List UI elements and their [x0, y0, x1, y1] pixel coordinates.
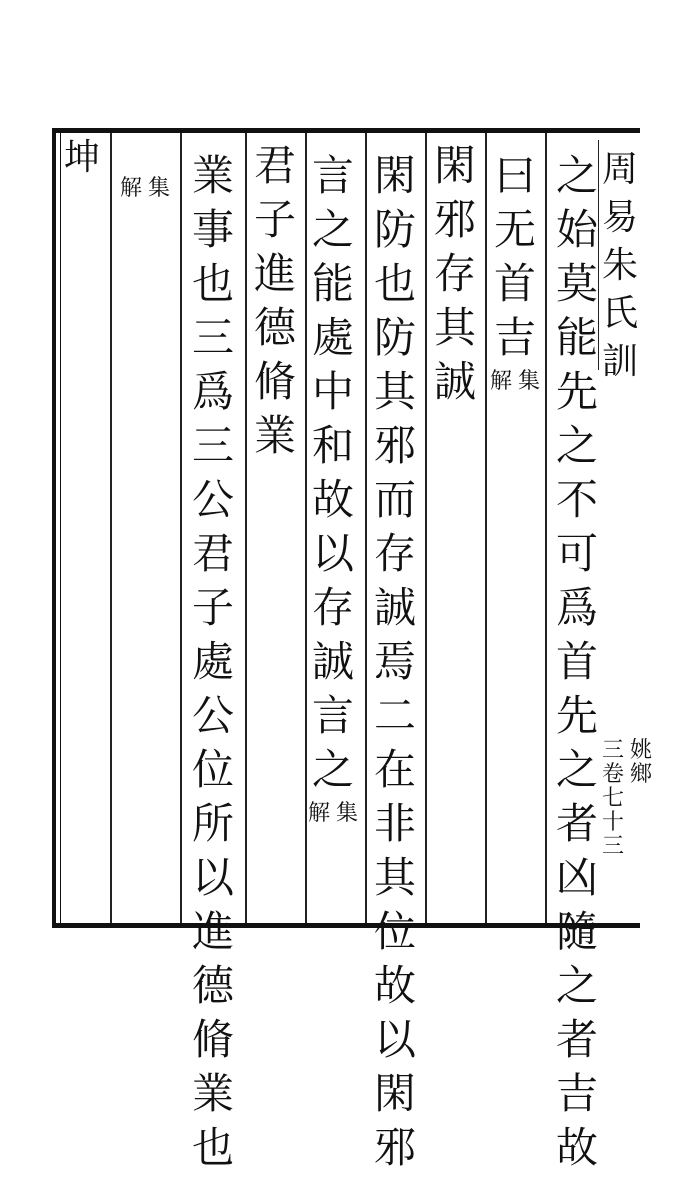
text-char: 也	[191, 1123, 234, 1172]
text-char: 也	[191, 259, 234, 308]
text-char: 也	[373, 259, 416, 308]
text-char: 脩	[253, 357, 296, 406]
text-char: 能	[311, 259, 354, 308]
text-char: 子	[253, 195, 296, 244]
text-char: 故	[373, 961, 416, 1010]
column-rule	[425, 133, 427, 923]
text-char: 業	[253, 411, 296, 460]
text-char: 和	[311, 421, 354, 470]
margin-char: 三	[601, 738, 624, 763]
text-char: 防	[373, 313, 416, 362]
margin-col-a	[628, 740, 654, 860]
text-char: 其	[373, 853, 416, 902]
text-char: 脩	[191, 1015, 234, 1064]
text-char: 公	[191, 475, 234, 524]
column-rule	[545, 133, 547, 923]
book-title	[599, 149, 641, 392]
text-char: 中	[311, 367, 354, 416]
text-char: 者	[555, 799, 598, 848]
annotation-char: 解	[489, 369, 512, 394]
text-column-5	[307, 151, 358, 827]
text-column-2	[489, 151, 540, 395]
text-char: 進	[253, 249, 296, 298]
margin-char: 十	[601, 810, 624, 835]
text-char: 二	[373, 691, 416, 740]
text-char: 君	[253, 141, 296, 190]
text-char: 无	[493, 205, 536, 254]
text-char: 其	[373, 367, 416, 416]
text-char: 首	[555, 637, 598, 686]
text-char: 凶	[555, 853, 598, 902]
annotation-marker	[488, 371, 542, 395]
text-char: 不	[555, 475, 598, 524]
text-char: 首	[493, 259, 536, 308]
title-char: 氏	[601, 293, 638, 334]
title-char: 易	[601, 197, 638, 238]
margin-char: 卷	[601, 762, 624, 787]
text-char: 吉	[555, 1069, 598, 1118]
text-char: 邪	[373, 421, 416, 470]
text-char: 之	[555, 745, 598, 794]
title-char: 訓	[601, 341, 638, 382]
text-char: 閑	[373, 1069, 416, 1118]
text-column-6	[250, 141, 300, 469]
text-char: 以	[311, 529, 354, 578]
text-char: 言	[311, 691, 354, 740]
annotation-char: 集	[147, 176, 170, 201]
text-column-3	[430, 141, 480, 415]
text-char: 能	[555, 313, 598, 362]
annotation-char: 集	[335, 801, 358, 826]
text-char: 在	[373, 745, 416, 794]
text-char: 處	[311, 313, 354, 362]
text-char: 之	[555, 961, 598, 1010]
text-column-8	[120, 178, 170, 202]
text-char: 誠	[433, 357, 476, 406]
text-char: 閑	[433, 141, 476, 190]
text-char: 以	[373, 1015, 416, 1064]
text-char: 進	[191, 907, 234, 956]
margin-char: 三	[601, 834, 624, 859]
text-char: 之	[555, 151, 598, 200]
margin-char: 姚	[629, 738, 652, 763]
text-char: 吉	[493, 313, 536, 362]
text-char: 三	[191, 313, 234, 362]
text-char: 言	[311, 151, 354, 200]
text-char: 君	[191, 529, 234, 578]
title-char: 朱	[601, 245, 638, 286]
column-rule	[110, 133, 112, 923]
text-column-1	[552, 151, 602, 1181]
column-rule	[365, 133, 367, 923]
title-char: 周	[601, 149, 638, 190]
text-char: 邪	[373, 1123, 416, 1172]
text-char: 業	[191, 1069, 234, 1118]
text-char: 之	[555, 421, 598, 470]
text-char: 誠	[373, 583, 416, 632]
text-char: 先	[555, 691, 598, 740]
margin-labels	[600, 740, 654, 860]
column-rule	[245, 133, 247, 923]
text-char: 焉	[373, 637, 416, 686]
text-char: 坤	[63, 137, 100, 178]
text-char: 故	[311, 475, 354, 524]
text-char: 曰	[493, 151, 536, 200]
text-char: 位	[373, 907, 416, 956]
text-char: 存	[433, 249, 476, 298]
text-char: 非	[373, 799, 416, 848]
text-char: 始	[555, 205, 598, 254]
text-char: 之	[311, 205, 354, 254]
column-rule	[485, 133, 487, 923]
text-char: 爲	[191, 367, 234, 416]
text-char: 公	[191, 691, 234, 740]
text-char: 之	[311, 745, 354, 794]
text-char: 德	[191, 961, 234, 1010]
text-column-4	[370, 151, 420, 1181]
text-char: 莫	[555, 259, 598, 308]
text-char: 閑	[373, 151, 416, 200]
text-char: 位	[191, 745, 234, 794]
annotation-char: 解	[307, 801, 330, 826]
text-char: 可	[555, 529, 598, 578]
text-char: 三	[191, 421, 234, 470]
text-column-9	[60, 137, 104, 188]
text-char: 存	[311, 583, 354, 632]
text-char: 而	[373, 475, 416, 524]
margin-char: 七	[601, 786, 624, 811]
text-char: 事	[191, 205, 234, 254]
text-char: 業	[191, 151, 234, 200]
text-char: 其	[433, 303, 476, 352]
text-char: 以	[191, 853, 234, 902]
text-column-7	[188, 151, 238, 1181]
annotation-char: 解	[119, 176, 142, 201]
text-char: 者	[555, 1015, 598, 1064]
text-char: 誠	[311, 637, 354, 686]
column-rule	[180, 133, 182, 923]
annotation-marker	[306, 803, 360, 827]
text-char: 子	[191, 583, 234, 632]
text-char: 存	[373, 529, 416, 578]
text-char: 故	[555, 1123, 598, 1172]
text-char: 防	[373, 205, 416, 254]
title-cartouche	[598, 140, 641, 382]
text-char: 先	[555, 367, 598, 416]
text-char: 邪	[433, 195, 476, 244]
text-char: 爲	[555, 583, 598, 632]
text-char: 所	[191, 799, 234, 848]
text-char: 德	[253, 303, 296, 352]
margin-col-b	[600, 740, 626, 860]
annotation-char: 集	[517, 369, 540, 394]
text-char: 處	[191, 637, 234, 686]
text-char: 隨	[555, 907, 598, 956]
margin-char: 鄉	[629, 762, 652, 787]
annotation-marker	[118, 178, 172, 202]
